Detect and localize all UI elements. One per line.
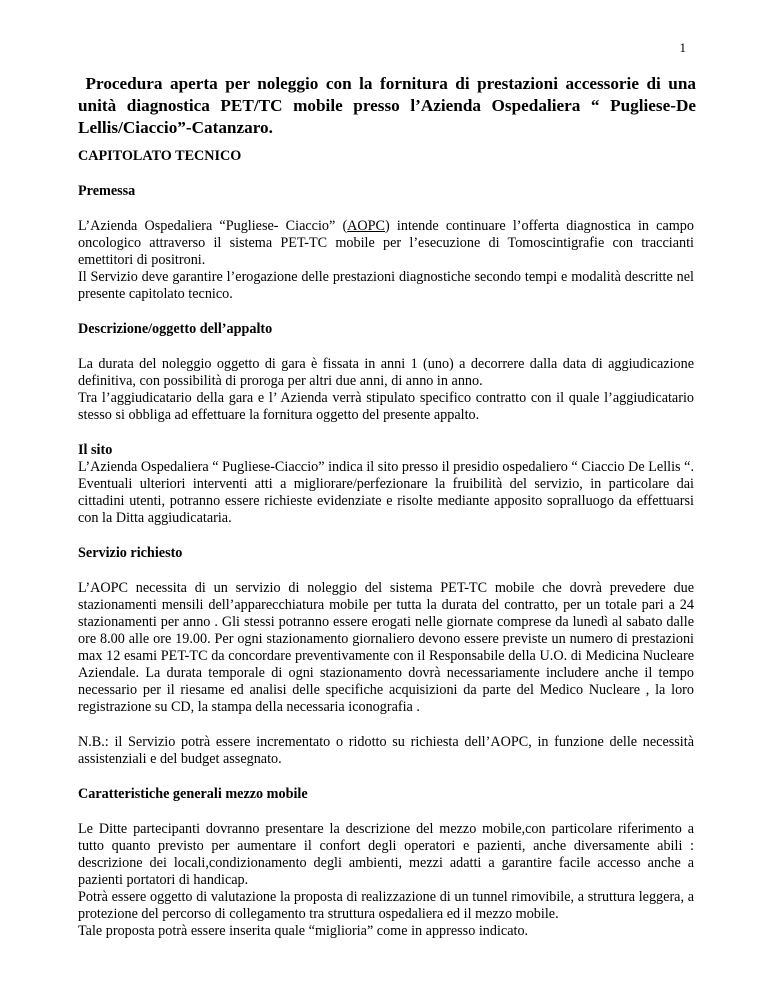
document-title: [78, 73, 701, 139]
paragraph-mezzo-2: Potrà essere oggetto di valutazione la proposta di realizzazione di un tunnel rimovibile, a struttura leggera, a protezione del percorso di collegamento tra struttura ospedaliera ed il mezzo mobile.: [78, 889, 694, 922]
paragraph-sito-1: L’Azienda Ospedaliera “ Pugliese-Ciaccio” indica il sito presso il presidio ospedaliero “ Ciaccio De Lellis “. Eventuali ulteriori interventi atti a migliorare/perfezionare la fruibilità del servizio, in particolare dai cittadini utenti, potranno essere richieste evidenziate e risolte mediante apposito sopralluogo da effettuarsi con la Ditta aggiudicataria.: [78, 459, 694, 526]
section-heading-sito: Il sito: [78, 442, 113, 458]
paragraph-premessa-1: L’Azienda Ospedaliera “Pugliese- Ciaccio” (AOPC) intende continuare l’offerta diagnostica in campo oncologico attraverso il sistema PET-TC mobile per l’esecuzione di Tomoscintigrafie con traccianti emettitori di positroni.: [78, 218, 694, 268]
section-heading-servizio: Servizio richiesto: [78, 545, 183, 561]
paragraph-premessa-2: Il Servizio deve garantire l’erogazione delle prestazioni diagnostiche secondo tempi e modalità descritte nel presente capitolato tecnico.: [78, 269, 694, 302]
paragraph-mezzo-1: Le Ditte partecipanti dovranno presentare la descrizione del mezzo mobile,con particolare riferimento a tutto quanto previsto per aumentare il confort degli operatori e pazienti, anche diversamente abili : descrizione dei locali,condizionamento degli ambienti, mezzi adatti a garantire facile accesso anche a pazienti portatori di handicap.: [78, 821, 694, 888]
acronym-aopc: AOPC: [347, 218, 386, 234]
paragraph-servizio-nb: N.B.: il Servizio potrà essere incrementato o ridotto su richiesta dell’AOPC, in funzione delle necessità assistenziali e del budget assegnato.: [78, 734, 694, 767]
paragraph-servizio-1: L’AOPC necessita di un servizio di noleggio del sistema PET-TC mobile che dovrà prevedere due stazionamenti mensili dell’apparecchiatura mobile per tutta la durata del contratto, per un totale pari a 24 stazionamenti per anno . Gli stessi potranno essere erogati nelle giornate comprese da lunedì al sabato dalle ore 8.00 alle ore 19.00. Per ogni stazionamento giornaliero devono essere previste un numero di prestazioni max 12 esami PET-TC da concordare preventivamente con il Responsabile della U.O. di Medicina Nucleare Aziendale. La durata temporale di ogni stazionamento dovrà necessariamente includere anche il tempo necessario per il riesame ed analisi delle specifiche acquisizioni da parte del Medico Nucleare , la loro registrazione su CD, la stampa della necessaria iconografia .: [78, 580, 694, 715]
section-heading-oggetto: Descrizione/oggetto dell’appalto: [78, 321, 273, 337]
section-heading-mezzo: Caratteristiche generali mezzo mobile: [78, 786, 308, 802]
document-title-text: Procedura aperta per noleggio con la fornitura di prestazioni accessorie di una unità diagnostica PET/TC mobile presso l’Azienda Ospedaliera “ Pugliese-De Lellis/Ciaccio”-Catanzaro.: [78, 74, 701, 137]
document-body: [78, 148, 694, 940]
paragraph-oggetto-2: Tra l’aggiudicatario della gara e l’ Azienda verrà stipulato specifico contratto con il quale l’aggiudicatario stesso si obbliga ad effettuare la fornitura oggetto del presente appalto.: [78, 390, 694, 423]
section-heading-premessa: Premessa: [78, 183, 136, 199]
doc-heading: CAPITOLATO TECNICO: [78, 148, 242, 164]
page-number: 1: [679, 40, 686, 55]
paragraph-mezzo-3: Tale proposta potrà essere inserita quale “miglioria” come in appresso indicato.: [78, 923, 529, 939]
paragraph-oggetto-1: La durata del noleggio oggetto di gara è fissata in anni 1 (uno) a decorrere dalla data di aggiudicazione definitiva, con possibilità di proroga per altri due anni, di anno in anno.: [78, 356, 694, 389]
